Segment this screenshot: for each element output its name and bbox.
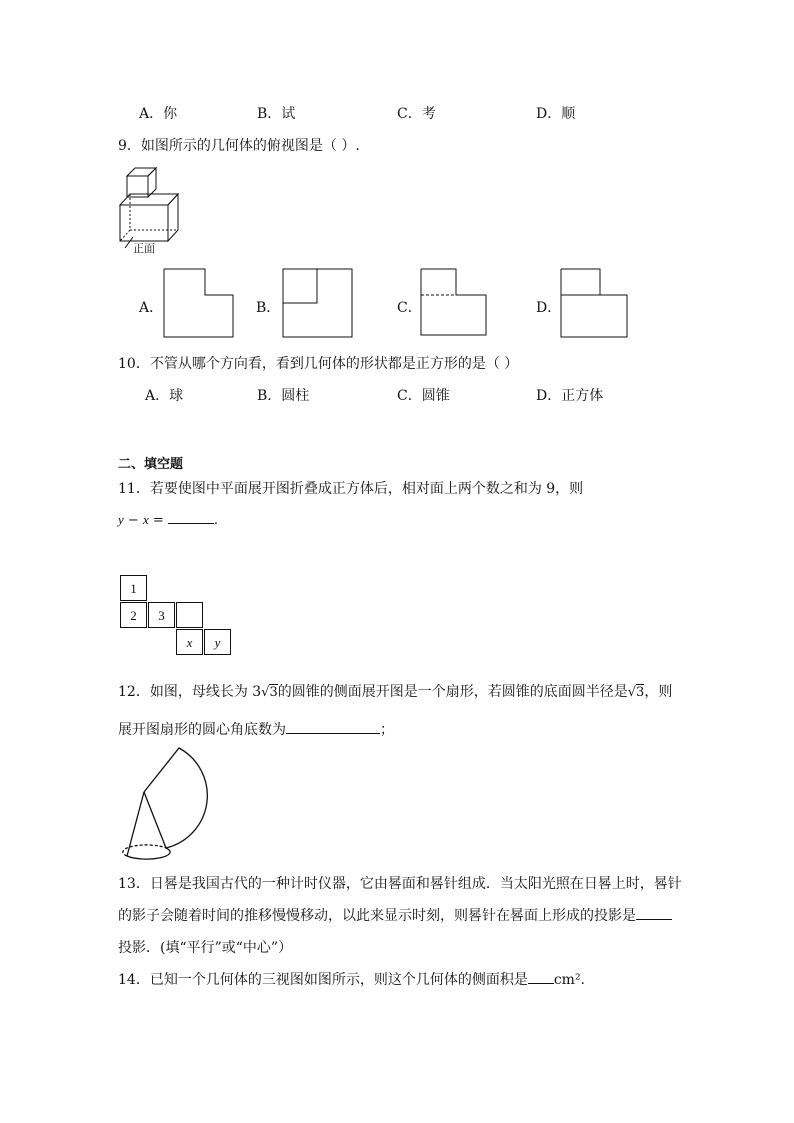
net-cell-3: 3 — [148, 602, 175, 628]
section-title-fill-in: 二、填空题 — [118, 457, 184, 472]
q8-option-b[interactable]: B．试 — [257, 106, 296, 122]
net-cell-2: 2 — [120, 602, 147, 628]
q11-expression: y − x = . — [118, 509, 218, 528]
q9-option-a-shape — [163, 268, 235, 340]
q9-option-a[interactable]: A． — [139, 300, 164, 316]
q10-stem: 10．不管从哪个方向看，看到几何体的形状都是正方形的是（ ） — [118, 356, 519, 372]
q10-option-b[interactable]: B．圆柱 — [257, 388, 310, 404]
sqrt-symbol: √ — [627, 685, 637, 700]
q11-stem: 11．若要使图中平面展开图折叠成正方体后，相对面上两个数之和为 9，则 — [118, 481, 584, 497]
q11-answer-blank[interactable] — [168, 509, 214, 524]
q8-option-c[interactable]: C．考 — [397, 106, 436, 122]
q10-option-d[interactable]: D．正方体 — [536, 388, 604, 404]
q12-stem: 12．如图，母线长为 3√3的圆锥的侧面展开图是一个扇形，若圆锥的底面圆半径是√3，则 — [118, 684, 673, 700]
q12-line2: 展开图扇形的圆心角底数为 ； — [118, 719, 394, 739]
q14-stem: 14．已知一个几何体的三视图如图所示，则这个几何体的侧面积是 cm². — [118, 969, 585, 989]
q14-answer-blank[interactable] — [528, 969, 554, 984]
q13-line2: 的影子会随着时间的推移慢慢移动，以此来显示时刻，则晷针在晷面上形成的投影是 — [118, 905, 672, 925]
q8-option-d[interactable]: D．顺 — [536, 106, 576, 122]
q10-option-c[interactable]: C．圆锥 — [397, 388, 450, 404]
q10-option-a[interactable]: A．球 — [145, 388, 184, 404]
q9-option-c[interactable]: C． — [397, 300, 422, 316]
q13-answer-blank[interactable] — [636, 905, 672, 920]
q8-option-a[interactable]: A．你 — [139, 106, 178, 122]
q13-line1: 13．日晷是我国古代的一种计时仪器，它由晷面和晷针组成．当太阳光照在日晷上时，晷针 — [118, 876, 682, 892]
net-cell-empty — [176, 602, 203, 628]
net-cell-y: y — [204, 629, 231, 655]
q9-option-d-shape — [560, 268, 630, 340]
q9-stem: 9．如图所示的几何体的俯视图是（ ）. — [118, 138, 360, 154]
q12-answer-blank[interactable] — [286, 719, 380, 734]
q13-line3: 投影．(填“平行”或“中心”） — [118, 940, 293, 956]
net-cell-1: 1 — [120, 575, 147, 601]
q9-option-d[interactable]: D． — [536, 300, 562, 316]
q9-option-c-shape — [420, 268, 490, 338]
q9-option-b[interactable]: B． — [256, 300, 281, 316]
sqrt-symbol: √ — [261, 685, 270, 700]
q9-option-b-shape — [282, 268, 354, 340]
q9-front-label: 正面 — [133, 242, 155, 255]
net-cell-x: x — [176, 629, 203, 655]
q12-cone-figure — [120, 740, 215, 865]
